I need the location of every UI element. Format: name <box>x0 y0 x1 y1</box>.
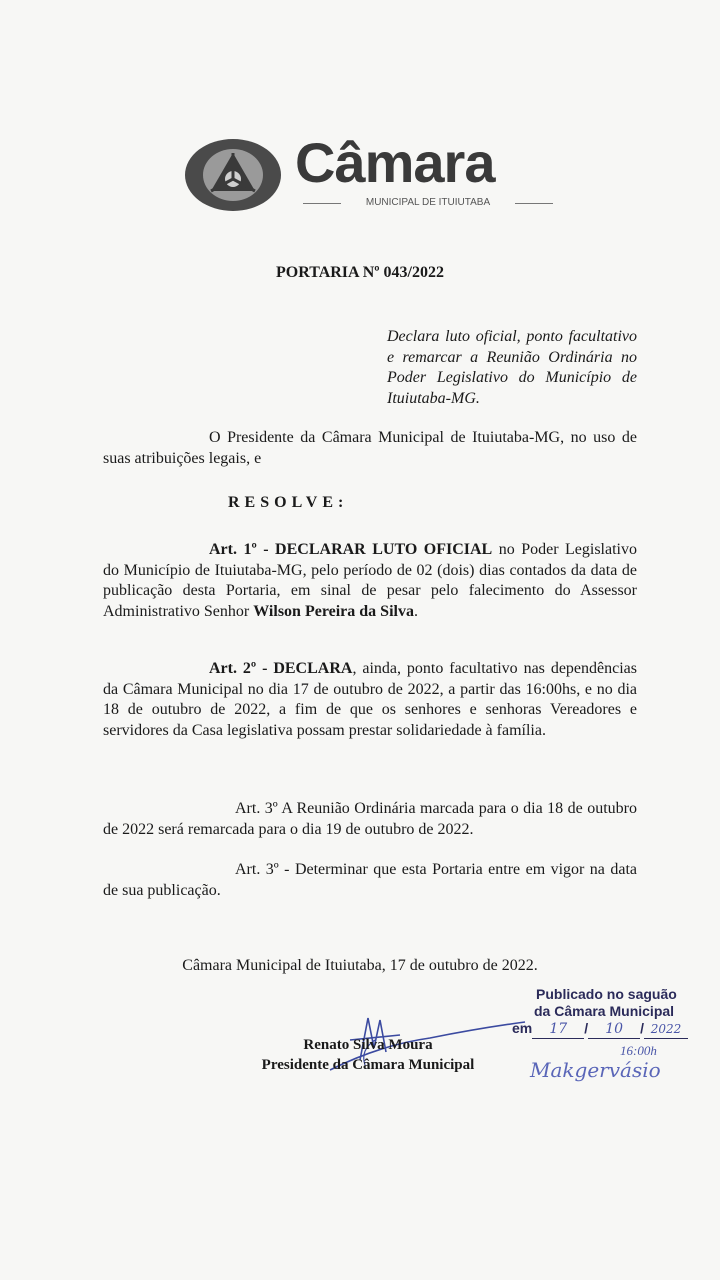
stamp-em: em <box>512 1020 533 1036</box>
logo-subtitle: MUNICIPAL DE ITUIUTABA <box>365 197 491 208</box>
camara-logo <box>183 131 563 215</box>
resolve-heading: RESOLVE: <box>228 494 349 511</box>
date-line: Câmara Municipal de Ituiutaba, 17 de outubro de 2022. <box>182 957 538 974</box>
stamp-line-2: da Câmara Municipal <box>534 1003 675 1019</box>
article-2-text: , ainda, ponto facultativo nas dependências da Câmara Municipal no dia 17 de outubro de 2022, a partir das 16:00hs, e no dia 18 de outubro de 2022, a fim de que os senhores e senhoras Vereadores e servidores da Casa legislativa possam prestar solidariedade à família. <box>103 660 637 739</box>
article-3b-text: Art. 3º - Determinar que esta Portaria entre em vigor na data de sua publicação. <box>103 861 637 899</box>
camara-emblem-icon <box>183 135 283 215</box>
article-3b <box>103 860 637 901</box>
article-1-text: no Poder Legislativo do Município de Ituiutaba-MG, pelo período de 02 (dois) dias contados da data de publicação desta Portaria, em sinal de pesar pelo falecimento do Assessor Administrativo Senhor <box>103 541 637 620</box>
preamble-text: O Presidente da Câmara Municipal de Ituiutaba-MG, no uso de suas atribuições legais, e <box>103 429 637 467</box>
article-1-end: . <box>413 602 418 620</box>
article-3a <box>103 799 637 840</box>
stamp-month: 10 <box>588 1021 640 1039</box>
stamp-time: 16:00h <box>620 1043 657 1058</box>
article-2 <box>103 659 637 741</box>
publication-stamp <box>512 986 717 1039</box>
article-1-label: Art. 1º - DECLARAR LUTO OFICIAL <box>209 541 493 558</box>
ementa: Declara luto oficial, ponto facultativo e remarcar a Reunião Ordinária no Poder Legislativo do Município de Ituiutaba-MG. <box>387 328 637 407</box>
signer-role: Presidente da Câmara Municipal <box>261 1057 475 1073</box>
preamble <box>103 428 637 469</box>
stamp-day: 17 <box>532 1021 584 1039</box>
logo-rule-right <box>515 203 553 204</box>
article-1-name: Wilson Pereira da Silva <box>253 602 414 620</box>
stamp-line-3: em 17 / 10 / 2022 <box>512 1020 717 1039</box>
article-2-label: Art. 2º - DECLARA <box>209 660 353 677</box>
document-title: PORTARIA Nº 043/2022 <box>276 264 444 281</box>
stamp-year: 2022 <box>644 1021 688 1039</box>
article-1 <box>103 540 637 622</box>
logo-wordmark: Câmara <box>295 131 495 194</box>
stamp-line-1: Publicado no saguão <box>536 986 677 1002</box>
signer-name: Renato Silva Moura <box>303 1037 433 1053</box>
article-3a-text: Art. 3º A Reunião Ordinária marcada para o dia 18 de outubro de 2022 será remarcada para o dia 19 de outubro de 2022. <box>103 800 637 838</box>
stamp-handwritten-signature: Makgervásio <box>530 1058 661 1082</box>
